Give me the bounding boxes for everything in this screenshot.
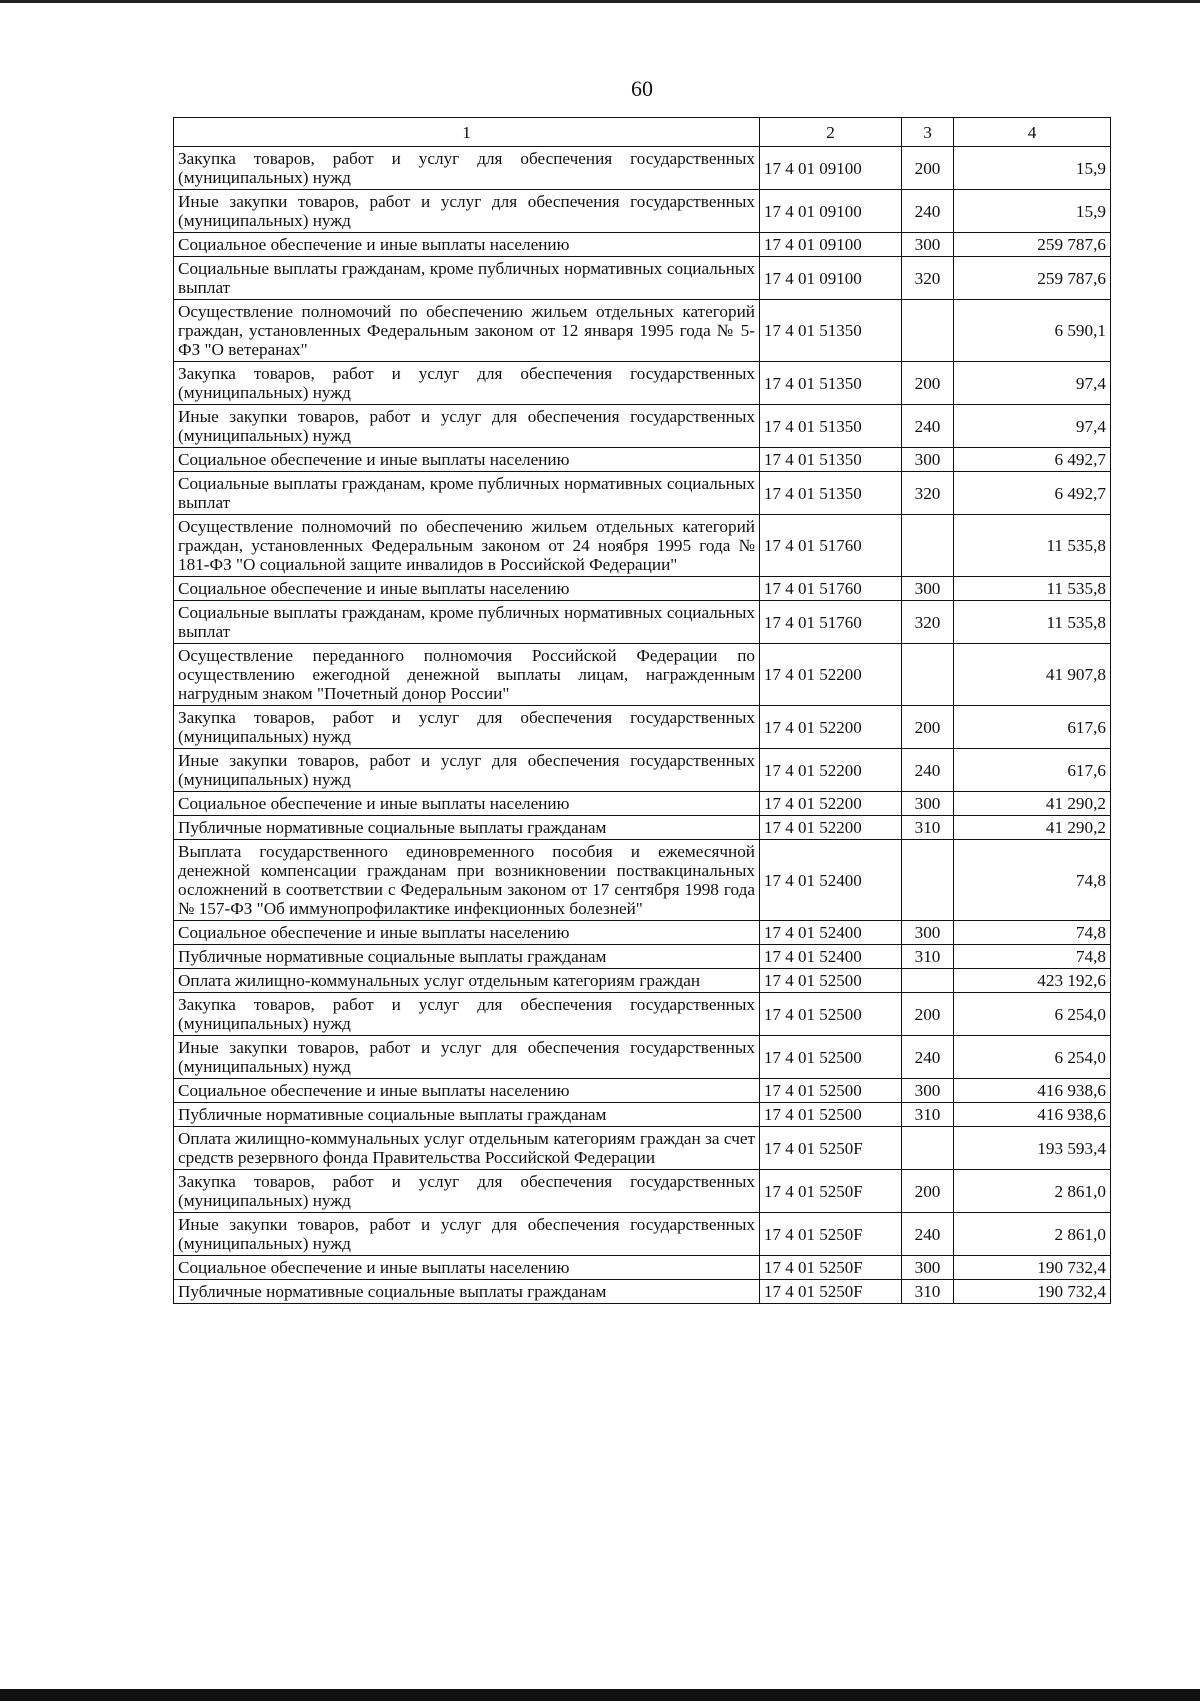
row-code: 17 4 01 52500	[760, 1079, 902, 1103]
row-amount: 617,6	[954, 706, 1111, 749]
row-expense-type: 200	[902, 706, 954, 749]
table-row	[174, 515, 1111, 577]
row-name: Оплата жилищно-коммунальных услуг отдельным категориям граждан	[174, 969, 760, 993]
row-name: Социальные выплаты гражданам, кроме публичных нормативных социальных выплат	[174, 257, 760, 300]
row-expense-type: 200	[902, 993, 954, 1036]
row-amount: 6 254,0	[954, 1036, 1111, 1079]
row-name: Осуществление переданного полномочия Российской Федерации по осуществлению ежегодной денежной выплаты лицам, награжденным нагрудным знаком "Почетный донор России"	[174, 644, 760, 706]
row-code: 17 4 01 52500	[760, 1036, 902, 1079]
row-code: 17 4 01 52500	[760, 993, 902, 1036]
table-row	[174, 1036, 1111, 1079]
row-amount: 2 861,0	[954, 1170, 1111, 1213]
row-name: Иные закупки товаров, работ и услуг для обеспечения государственных (муниципальных) нужд	[174, 190, 760, 233]
row-code: 17 4 01 52200	[760, 792, 902, 816]
table-row	[174, 1256, 1111, 1280]
table-row	[174, 993, 1111, 1036]
row-name: Социальное обеспечение и иные выплаты населению	[174, 1256, 760, 1280]
row-amount: 416 938,6	[954, 1079, 1111, 1103]
table-row	[174, 233, 1111, 257]
row-expense-type: 300	[902, 448, 954, 472]
row-expense-type	[902, 969, 954, 993]
row-expense-type: 200	[902, 362, 954, 405]
row-name: Публичные нормативные социальные выплаты гражданам	[174, 945, 760, 969]
table-row	[174, 969, 1111, 993]
row-expense-type	[902, 1127, 954, 1170]
row-amount: 6 492,7	[954, 472, 1111, 515]
row-expense-type: 240	[902, 1036, 954, 1079]
row-name: Осуществление полномочий по обеспечению жильем отдельных категорий граждан, установленных Федеральным законом от 24 ноября 1995 года № 181-ФЗ "О социальной защите инвалидов в Российской Федерации"	[174, 515, 760, 577]
bottom-border-line	[0, 1689, 1200, 1701]
row-name: Социальные выплаты гражданам, кроме публичных нормативных социальных выплат	[174, 601, 760, 644]
row-code: 17 4 01 52200	[760, 749, 902, 792]
row-amount: 11 535,8	[954, 601, 1111, 644]
header-col-1: 1	[174, 118, 760, 147]
row-name: Закупка товаров, работ и услуг для обеспечения государственных (муниципальных) нужд	[174, 1170, 760, 1213]
row-code: 17 4 01 52200	[760, 706, 902, 749]
row-name: Социальное обеспечение и иные выплаты населению	[174, 792, 760, 816]
row-expense-type: 310	[902, 816, 954, 840]
header-col-4: 4	[954, 118, 1111, 147]
row-name: Публичные нормативные социальные выплаты гражданам	[174, 1103, 760, 1127]
row-code: 17 4 01 09100	[760, 257, 902, 300]
table-body	[174, 147, 1111, 1304]
row-expense-type: 300	[902, 233, 954, 257]
row-code: 17 4 01 51350	[760, 362, 902, 405]
table-row	[174, 644, 1111, 706]
row-amount: 41 290,2	[954, 816, 1111, 840]
row-expense-type	[902, 515, 954, 577]
table-row	[174, 1079, 1111, 1103]
row-amount: 6 590,1	[954, 300, 1111, 362]
row-amount: 97,4	[954, 362, 1111, 405]
table-row	[174, 577, 1111, 601]
header-row	[174, 118, 1111, 147]
table-row	[174, 1127, 1111, 1170]
row-name: Социальное обеспечение и иные выплаты населению	[174, 233, 760, 257]
row-expense-type	[902, 644, 954, 706]
row-expense-type: 310	[902, 1103, 954, 1127]
row-amount: 6 492,7	[954, 448, 1111, 472]
table-row	[174, 945, 1111, 969]
row-name: Закупка товаров, работ и услуг для обеспечения государственных (муниципальных) нужд	[174, 706, 760, 749]
row-name: Оплата жилищно-коммунальных услуг отдельным категориям граждан за счет средств резервного фонда Правительства Российской Федерации	[174, 1127, 760, 1170]
row-name: Публичные нормативные социальные выплаты гражданам	[174, 816, 760, 840]
row-amount: 74,8	[954, 945, 1111, 969]
row-expense-type: 320	[902, 601, 954, 644]
row-name: Иные закупки товаров, работ и услуг для обеспечения государственных (муниципальных) нужд	[174, 1213, 760, 1256]
row-expense-type: 240	[902, 405, 954, 448]
row-expense-type	[902, 840, 954, 921]
row-name: Социальное обеспечение и иные выплаты населению	[174, 1079, 760, 1103]
table-row	[174, 1170, 1111, 1213]
row-code: 17 4 01 52400	[760, 840, 902, 921]
row-code: 17 4 01 5250F	[760, 1170, 902, 1213]
row-expense-type: 240	[902, 190, 954, 233]
table-row	[174, 840, 1111, 921]
row-expense-type: 200	[902, 1170, 954, 1213]
table-row	[174, 706, 1111, 749]
row-name: Иные закупки товаров, работ и услуг для обеспечения государственных (муниципальных) нужд	[174, 405, 760, 448]
table-row	[174, 792, 1111, 816]
table-row	[174, 147, 1111, 190]
table-row	[174, 190, 1111, 233]
table-row	[174, 749, 1111, 792]
row-expense-type: 320	[902, 257, 954, 300]
row-name: Социальное обеспечение и иные выплаты населению	[174, 577, 760, 601]
row-name: Закупка товаров, работ и услуг для обеспечения государственных (муниципальных) нужд	[174, 362, 760, 405]
row-code: 17 4 01 52200	[760, 644, 902, 706]
budget-table	[173, 117, 1111, 1304]
row-code: 17 4 01 51350	[760, 448, 902, 472]
row-code: 17 4 01 52200	[760, 816, 902, 840]
row-name: Закупка товаров, работ и услуг для обеспечения государственных (муниципальных) нужд	[174, 993, 760, 1036]
row-expense-type: 300	[902, 792, 954, 816]
row-amount: 11 535,8	[954, 577, 1111, 601]
row-amount: 423 192,6	[954, 969, 1111, 993]
row-amount: 259 787,6	[954, 257, 1111, 300]
row-expense-type: 300	[902, 921, 954, 945]
row-code: 17 4 01 51350	[760, 405, 902, 448]
row-expense-type: 300	[902, 1256, 954, 1280]
row-code: 17 4 01 51760	[760, 515, 902, 577]
row-code: 17 4 01 5250F	[760, 1127, 902, 1170]
row-code: 17 4 01 5250F	[760, 1213, 902, 1256]
row-name: Закупка товаров, работ и услуг для обеспечения государственных (муниципальных) нужд	[174, 147, 760, 190]
row-name: Выплата государственного единовременного пособия и ежемесячной денежной компенсации гражданам при возникновении поствакцинальных осложнений в соответствии с Федеральным законом от 17 сентября 1998 года № 157-ФЗ "Об иммунопрофилактике инфекционных болезней"	[174, 840, 760, 921]
page-number: 60	[631, 76, 653, 101]
row-code: 17 4 01 51350	[760, 300, 902, 362]
row-name: Социальное обеспечение и иные выплаты населению	[174, 921, 760, 945]
table-row	[174, 601, 1111, 644]
row-code: 17 4 01 52500	[760, 969, 902, 993]
row-amount: 11 535,8	[954, 515, 1111, 577]
row-amount: 193 593,4	[954, 1127, 1111, 1170]
row-code: 17 4 01 51760	[760, 577, 902, 601]
table-row	[174, 362, 1111, 405]
row-code: 17 4 01 5250F	[760, 1256, 902, 1280]
row-expense-type: 300	[902, 577, 954, 601]
row-amount: 259 787,6	[954, 233, 1111, 257]
row-name: Осуществление полномочий по обеспечению жильем отдельных категорий граждан, установленных Федеральным законом от 12 января 1995 года № 5-ФЗ "О ветеранах"	[174, 300, 760, 362]
row-amount: 190 732,4	[954, 1256, 1111, 1280]
row-expense-type: 320	[902, 472, 954, 515]
row-code: 17 4 01 5250F	[760, 1280, 902, 1304]
table-row	[174, 1280, 1111, 1304]
row-code: 17 4 01 51760	[760, 601, 902, 644]
row-name: Иные закупки товаров, работ и услуг для обеспечения государственных (муниципальных) нужд	[174, 1036, 760, 1079]
row-amount: 97,4	[954, 405, 1111, 448]
header-col-2: 2	[760, 118, 902, 147]
row-name: Иные закупки товаров, работ и услуг для обеспечения государственных (муниципальных) нужд	[174, 749, 760, 792]
row-amount: 2 861,0	[954, 1213, 1111, 1256]
row-amount: 74,8	[954, 921, 1111, 945]
row-amount: 190 732,4	[954, 1280, 1111, 1304]
row-code: 17 4 01 51350	[760, 472, 902, 515]
table-row	[174, 257, 1111, 300]
row-expense-type: 310	[902, 945, 954, 969]
table-row	[174, 816, 1111, 840]
row-code: 17 4 01 52400	[760, 921, 902, 945]
row-amount: 416 938,6	[954, 1103, 1111, 1127]
row-name: Публичные нормативные социальные выплаты гражданам	[174, 1280, 760, 1304]
table-row	[174, 472, 1111, 515]
row-expense-type: 240	[902, 749, 954, 792]
row-amount: 6 254,0	[954, 993, 1111, 1036]
table-row	[174, 1103, 1111, 1127]
row-name: Социальное обеспечение и иные выплаты населению	[174, 448, 760, 472]
row-expense-type: 310	[902, 1280, 954, 1304]
table-row	[174, 1213, 1111, 1256]
table-header	[174, 118, 1111, 147]
row-code: 17 4 01 52500	[760, 1103, 902, 1127]
row-expense-type: 200	[902, 147, 954, 190]
row-expense-type	[902, 300, 954, 362]
table-row	[174, 448, 1111, 472]
row-amount: 41 907,8	[954, 644, 1111, 706]
top-border-line	[0, 0, 1200, 3]
row-code: 17 4 01 09100	[760, 233, 902, 257]
row-expense-type: 240	[902, 1213, 954, 1256]
row-amount: 15,9	[954, 190, 1111, 233]
table-row	[174, 921, 1111, 945]
row-code: 17 4 01 09100	[760, 190, 902, 233]
header-col-3: 3	[902, 118, 954, 147]
row-amount: 617,6	[954, 749, 1111, 792]
row-amount: 15,9	[954, 147, 1111, 190]
table-row	[174, 405, 1111, 448]
row-name: Социальные выплаты гражданам, кроме публичных нормативных социальных выплат	[174, 472, 760, 515]
row-amount: 74,8	[954, 840, 1111, 921]
row-code: 17 4 01 52400	[760, 945, 902, 969]
table-row	[174, 300, 1111, 362]
row-code: 17 4 01 09100	[760, 147, 902, 190]
row-expense-type: 300	[902, 1079, 954, 1103]
row-amount: 41 290,2	[954, 792, 1111, 816]
